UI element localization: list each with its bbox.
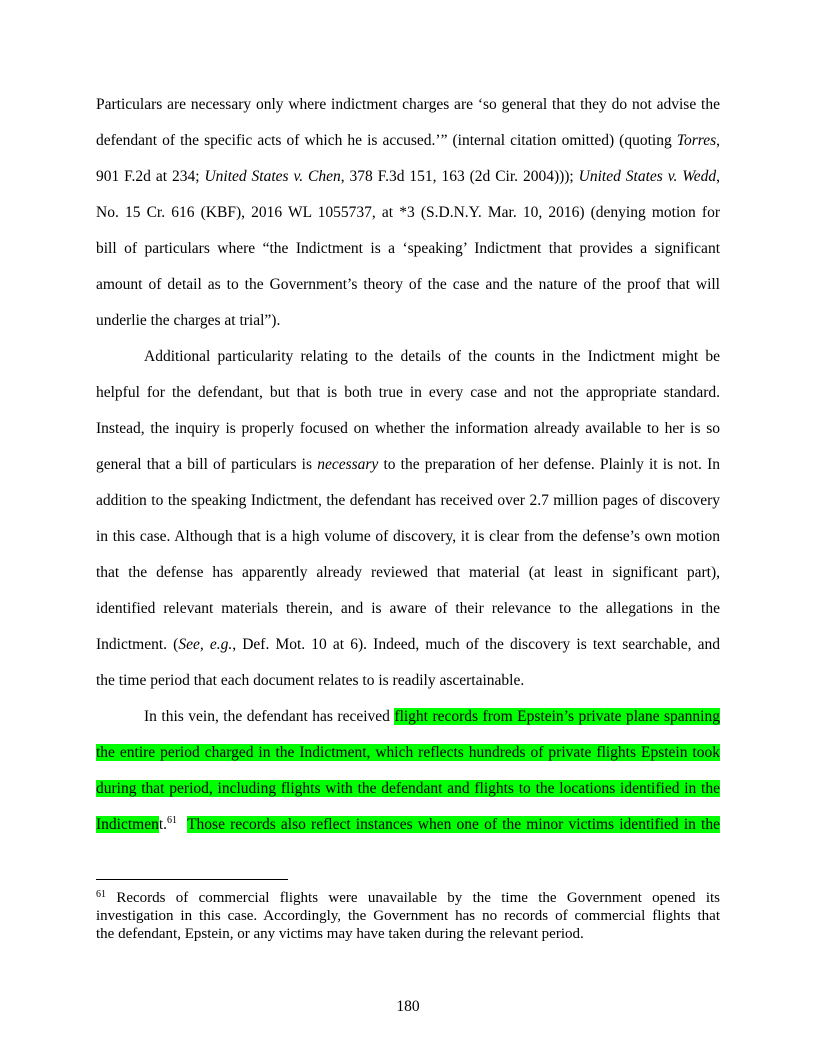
text-run: No. 15 Cr. 616 (KBF), 2016 WL 1055737, at *3 (S.D.N.Y. Mar. 10, 2016) (denying motion for — [96, 204, 720, 221]
text-run: helpful for the defendant, but that is both true in every case and not the appropriate standard. — [96, 384, 720, 401]
body-line — [96, 814, 720, 836]
text-run: defendant of the specific acts of which he is accused.’” (internal citation omitted) (quoting — [96, 132, 677, 149]
body-line — [96, 742, 720, 764]
body-line — [96, 598, 720, 620]
body-line — [96, 526, 720, 548]
body-line — [96, 670, 720, 692]
text-run: , Def. Mot. 10 at 6). Indeed, much of the discovery is text searchable, and — [232, 636, 721, 653]
text-run: that the defense has apparently already reviewed that material (at least in significant part), — [96, 564, 720, 581]
text-run — [177, 816, 187, 833]
body-line — [144, 346, 720, 368]
text-run: addition to the speaking Indictment, the defendant has received over 2.7 million pages of discovery — [96, 492, 720, 509]
body-line — [96, 418, 720, 440]
footnote-reference[interactable]: 61 — [167, 815, 178, 826]
body-line — [144, 706, 720, 728]
body-line — [96, 382, 720, 404]
text-run: to the preparation of her defense. Plainly it is not. In — [378, 456, 721, 473]
signal-phrase: See, e.g. — [178, 636, 233, 653]
highlighted-text: the entire period charged in the Indictment, which reflects hundreds of private flights Epstein took — [96, 744, 720, 761]
text-run: , 378 F.3d 151, 163 (2d Cir. 2004))); — [340, 168, 579, 185]
body-line — [96, 94, 720, 116]
text-run: Indictment. ( — [96, 636, 179, 653]
text-run: Records of commercial flights were unavailable by the time the Government opened its — [106, 890, 720, 906]
case-name: Torres — [676, 132, 717, 149]
case-name: United States v. Chen — [204, 168, 341, 185]
body-line — [96, 490, 720, 512]
text-run: general that a bill of particulars is — [96, 456, 318, 473]
text-run: the defendant, Epstein, or any victims may have taken during the relevant period. — [96, 926, 584, 942]
text-run: investigation in this case. Accordingly, the Government has no records of commercial flights that — [96, 908, 720, 924]
highlighted-text: during that period, including flights with the defendant and flights to the locations identified in the — [96, 780, 720, 797]
body-line — [96, 310, 720, 332]
text-run: underlie the charges at trial”). — [96, 312, 281, 329]
text-run: , — [716, 168, 720, 185]
body-line — [96, 778, 720, 800]
body-line — [96, 166, 720, 188]
footnote-line — [96, 907, 720, 925]
highlighted-text: Those records also reflect instances when one of the minor victims identified in the — [187, 816, 720, 833]
text-run: bill of particulars where “the Indictment is a ‘speaking’ Indictment that provides a significant — [96, 240, 720, 257]
body-line — [96, 238, 720, 260]
body-line — [96, 562, 720, 584]
footnote-line — [96, 889, 720, 907]
text-run: 901 F.2d at 234; — [96, 168, 205, 185]
highlighted-text: Indictmen — [96, 816, 159, 833]
body-line — [96, 274, 720, 296]
text-run: , — [716, 132, 720, 149]
footnote-separator — [96, 879, 288, 880]
page-number: 180 — [396, 998, 420, 1015]
text-run: In this vein, the defendant has received — [144, 708, 395, 725]
text-run: Instead, the inquiry is properly focused on whether the information already available to her is so — [96, 420, 720, 437]
highlighted-text: flight records from Epstein’s private plane spanning — [394, 708, 720, 725]
text-run: the time period that each document relates to is readily ascertainable. — [96, 672, 525, 689]
footnote-line — [96, 925, 720, 943]
emphasis: necessary — [317, 456, 379, 473]
body-line — [96, 202, 720, 224]
body-line — [96, 634, 720, 656]
text-run: identified relevant materials therein, and is aware of their relevance to the allegations in the — [96, 600, 720, 617]
text-run: t. — [158, 816, 168, 833]
body-line — [96, 130, 720, 152]
text-run: in this case. Although that is a high volume of discovery, it is clear from the defense’s own motion — [96, 528, 720, 545]
text-run: Additional particularity relating to the details of the counts in the Indictment might be — [144, 348, 720, 365]
body-line — [96, 454, 720, 476]
text-run: amount of detail as to the Government’s theory of the case and the nature of the proof that will — [96, 276, 720, 293]
text-run: Particulars are necessary only where indictment charges are ‘so general that they do not advise the — [96, 96, 720, 113]
footnote-number: 61 — [96, 889, 106, 900]
case-name: United States v. Wedd — [578, 168, 717, 185]
